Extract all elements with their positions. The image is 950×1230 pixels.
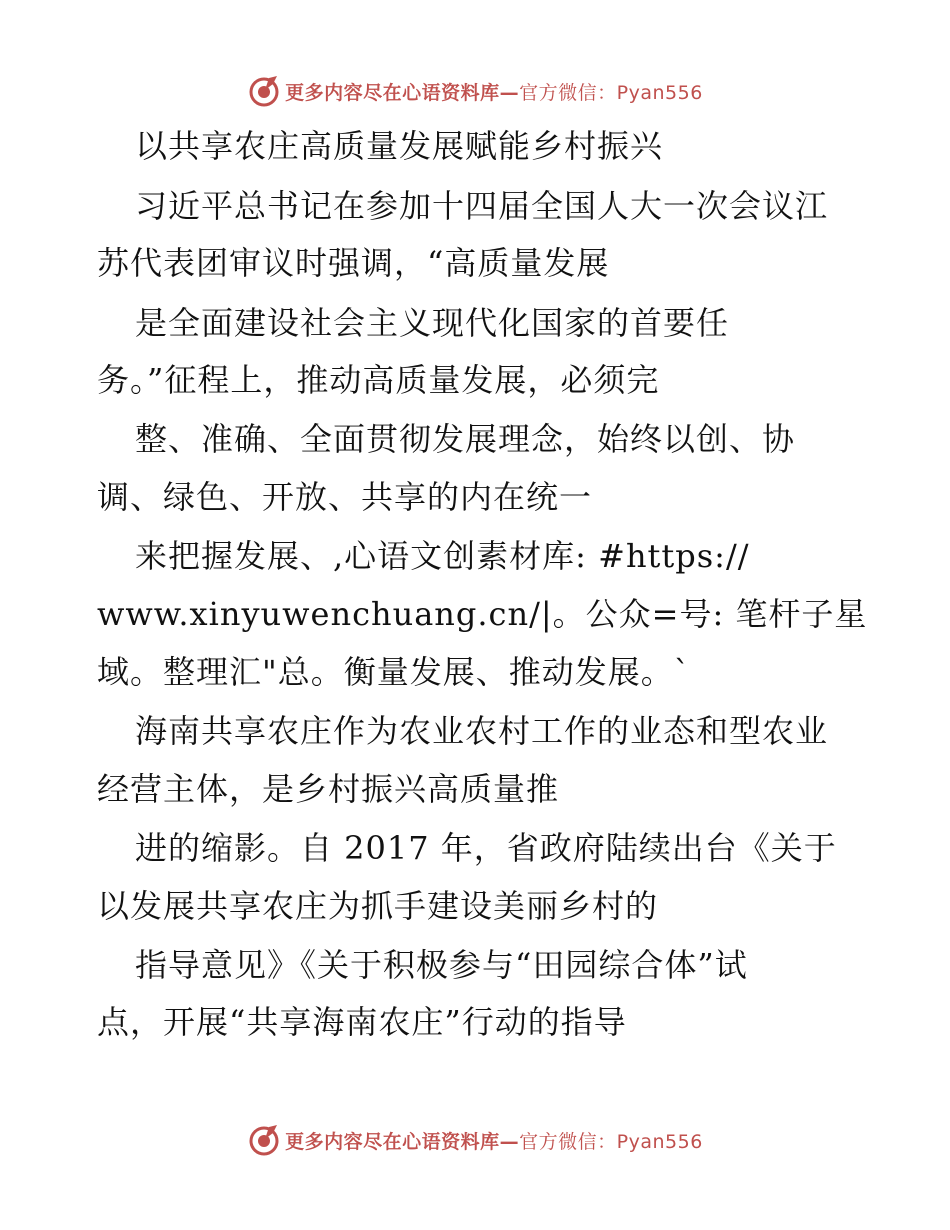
footer-banner-sep: —	[499, 1130, 520, 1153]
header-banner-sep: —	[499, 81, 520, 104]
header-banner-text	[285, 78, 703, 105]
paragraph-line: 海南共享农庄作为农业农村工作的业态和型农业	[135, 712, 829, 750]
header-banner-wechat: 官方微信：Pyan556	[519, 81, 703, 104]
header-banner	[0, 71, 950, 111]
paragraph-line: 习近平总书记在参加十四届全国人大一次会议江	[135, 187, 829, 225]
footer-banner-wechat: 官方微信：Pyan556	[519, 1130, 703, 1153]
paragraph-line: 整、准确、全面贯彻发展理念，始终以创、协	[135, 420, 796, 458]
paragraph-line: 进的缩影。自 2017 年，省政府陆续出台《关于	[135, 829, 837, 867]
paragraph-line: 点，开展“共享海南农庄”行动的指导	[97, 1003, 627, 1041]
quill-logo-icon	[247, 74, 281, 108]
footer-banner	[0, 1120, 950, 1160]
paragraph-line: 经营主体，是乡村振兴高质量推	[97, 770, 560, 808]
paragraph-line: www.xinyuwenchuang.cn/|。公众=号: 笔杆子星	[97, 595, 868, 633]
paragraph-line: 是全面建设社会主义现代化国家的首要任	[135, 304, 730, 342]
paragraph-line: 苏代表团审议时强调，“高质量发展	[97, 244, 610, 282]
footer-banner-text	[285, 1127, 703, 1154]
footer-banner-title: 更多内容尽在心语资料库	[285, 1130, 500, 1153]
paragraph-line: 域。整理汇"总。衡量发展、推动发展。`	[97, 653, 691, 691]
paragraph-line: 指导意见》《关于积极参与“田园综合体”试	[135, 946, 748, 984]
quill-logo-icon	[247, 1123, 281, 1157]
header-banner-title: 更多内容尽在心语资料库	[285, 81, 500, 104]
paragraph-line: 以发展共享农庄为抓手建设美丽乡村的	[97, 887, 659, 925]
document-title: 以共享农庄高质量发展赋能乡村振兴	[135, 127, 664, 165]
paragraph-line: 务。”征程上，推动高质量发展，必须完	[97, 361, 660, 399]
paragraph-line: 来把握发展、,心语文创素材库: #https://	[135, 537, 750, 575]
paragraph-line: 调、绿色、开放、共享的内在统一	[97, 478, 593, 516]
